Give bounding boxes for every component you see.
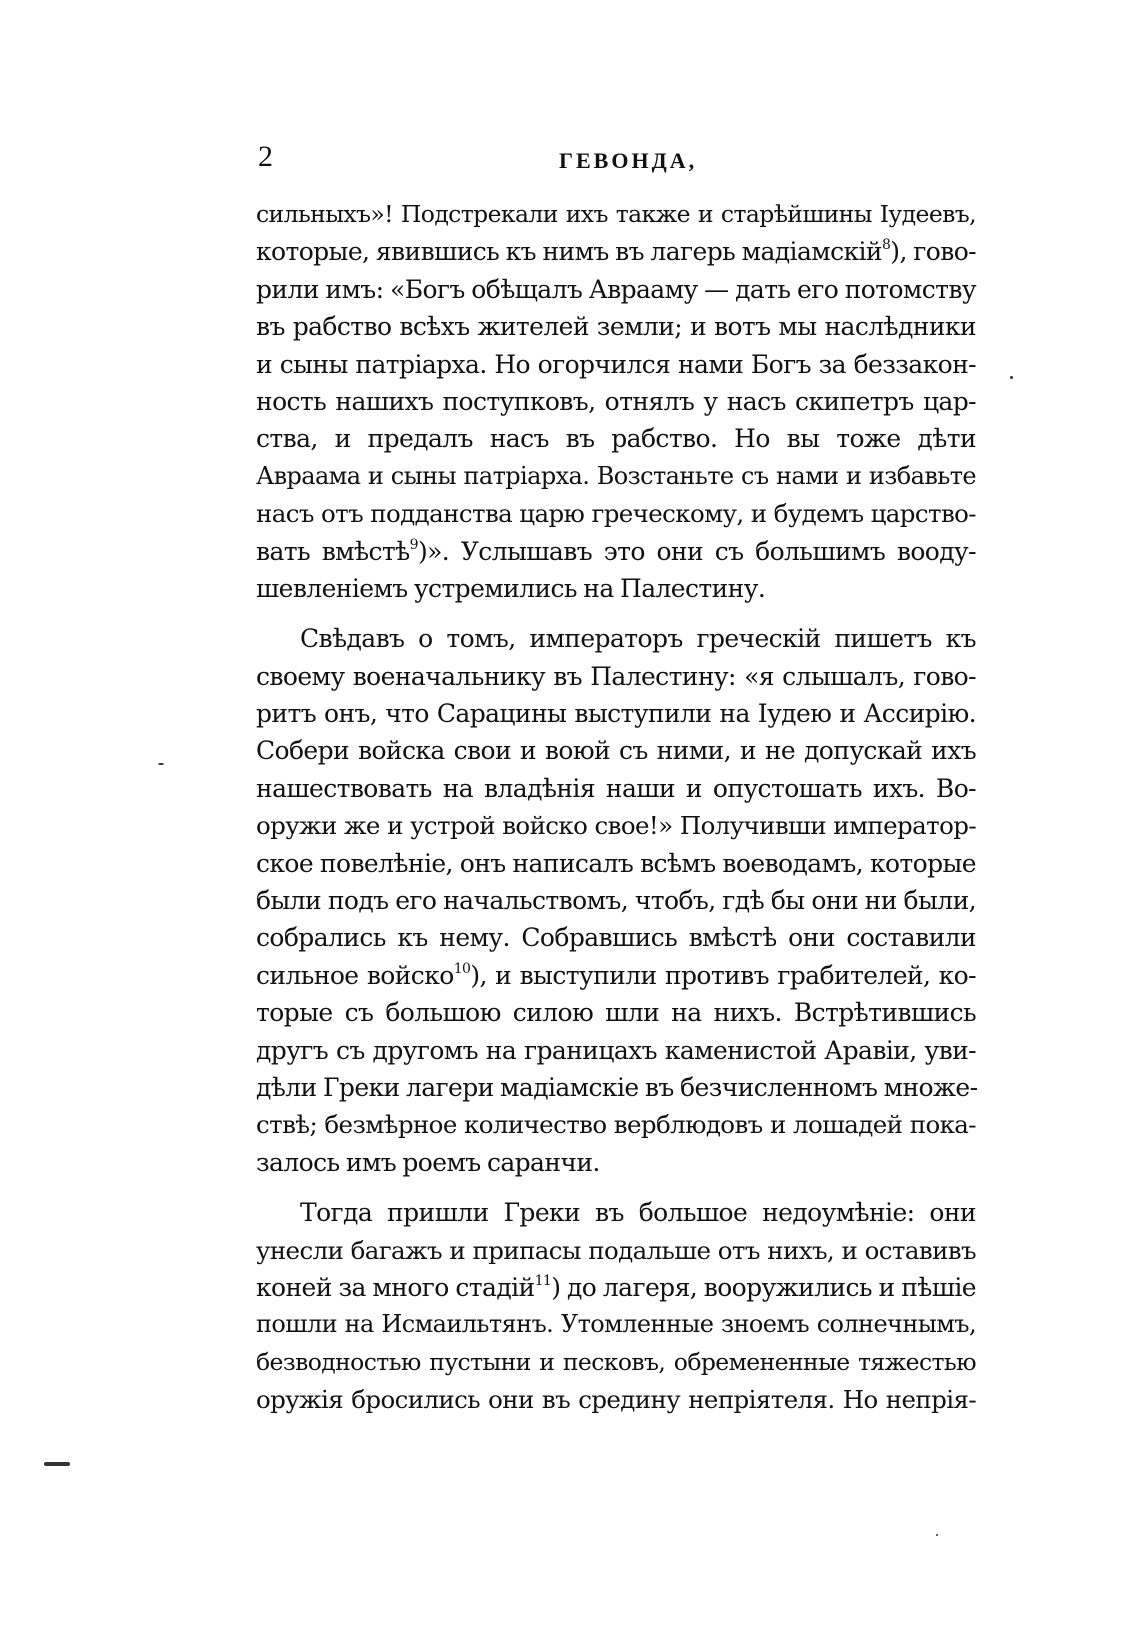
text-line: сильное войско$^{10}$), и выступили противъ грабителей, ко- xyxy=(256,960,976,990)
body-text xyxy=(256,196,976,1419)
text-line: Авраама и сыны патріарха. Возстаньте съ нами и избавьте xyxy=(256,461,976,490)
paragraph xyxy=(256,196,976,607)
text-line: которые, явившись къ нимъ въ лагерь мадіамскій$^8$), гово- xyxy=(256,237,976,267)
text-line: своему военачальнику въ Палестину: «я слышалъ, гово- xyxy=(256,661,976,691)
text-line: ность нашихъ поступковъ, отнялъ у насъ скипетръ цар- xyxy=(256,386,976,416)
scan-speck xyxy=(1010,376,1013,379)
text-line: рили имъ: «Богъ обѣщалъ Аврааму — дать его потомству xyxy=(256,274,976,304)
text-line: коней за много стадій$^{11}$) до лагеря, вооружились и пѣшіе xyxy=(256,1272,976,1302)
footnote-ref: 8 xyxy=(881,237,891,254)
text-line: нашествовать на владѣнія наши и опустошать ихъ. Во- xyxy=(256,773,976,803)
scan-speck xyxy=(158,763,164,765)
scan-speck xyxy=(936,1534,938,1536)
text-line: шевленіемъ устремились на Палестину. xyxy=(256,573,766,603)
text-line: и сыны патріарха. Но огорчился нами Богъ за беззакон- xyxy=(256,349,976,379)
text-line: оружи же и устрой войско свое!» Получивши император- xyxy=(256,811,976,841)
text-line: унесли багажъ и припасы подальше отъ нихъ, и оставивъ xyxy=(256,1235,976,1265)
text-line: сильныхъ»! Подстрекали ихъ также и старѣйшины Іудеевъ, xyxy=(256,200,976,228)
text-line: дѣли Греки лагери мадіамскіе въ безчисленномъ множе- xyxy=(256,1072,978,1102)
text-line: въ рабство всѣхъ жителей земли; и вотъ мы наслѣдники xyxy=(256,312,976,342)
text-line: залось имъ роемъ саранчи. xyxy=(256,1147,600,1177)
text-line: насъ отъ подданства царю греческому, и будемъ царство- xyxy=(256,499,976,529)
text-line: торые съ большою силою шли на нихъ. Встрѣтившись xyxy=(256,998,976,1028)
text-line: безводностью пустыни и песковъ, обремененные тяжестью xyxy=(256,1347,976,1376)
text-line: собрались къ нему. Собравшись вмѣстѣ они составили xyxy=(256,923,976,953)
page-number: 2 xyxy=(258,140,273,173)
footnote-ref: 9 xyxy=(409,536,418,553)
paragraph xyxy=(256,1194,976,1418)
paragraph xyxy=(256,620,976,1181)
running-title: ГЕВОНДА, xyxy=(559,148,698,173)
text-line: ствѣ; безмѣрное количество верблюдовъ и лошадей пока- xyxy=(256,1110,976,1140)
text-line: оружія бросились они въ средину непріятеля. Но непрія- xyxy=(256,1385,976,1415)
scan-speck xyxy=(44,1462,70,1466)
text-line: Тогда пришли Греки въ большое недоумѣніе: они xyxy=(300,1198,976,1228)
text-line: пошли на Исмаильтянъ. Утомленные зноемъ солнечнымъ, xyxy=(256,1310,976,1339)
text-line: вать вмѣстѣ$^9$)». Услышавъ это они съ большимъ вооду- xyxy=(256,536,976,566)
text-line: Свѣдавъ о томъ, императоръ греческій пишетъ къ xyxy=(300,624,976,654)
footnote-ref: 11 xyxy=(534,1272,552,1289)
footnote-ref: 10 xyxy=(453,960,471,977)
text-line: ства, и предалъ насъ въ рабство. Но вы тоже дѣти xyxy=(256,424,976,454)
page-header xyxy=(258,140,976,180)
text-line: другъ съ другомъ на границахъ каменистой Аравіи, уви- xyxy=(256,1035,976,1065)
text-line: ритъ онъ, что Сарацины выступили на Іудею и Ассирію. xyxy=(256,699,976,729)
text-line: были подъ его начальствомъ, чтобъ, гдѣ бы они ни были, xyxy=(256,886,976,916)
text-line: ское повелѣніе, онъ написалъ всѣмъ воеводамъ, которые xyxy=(256,848,976,878)
text-line: Собери войска свои и воюй съ ними, и не допускай ихъ xyxy=(256,736,976,766)
